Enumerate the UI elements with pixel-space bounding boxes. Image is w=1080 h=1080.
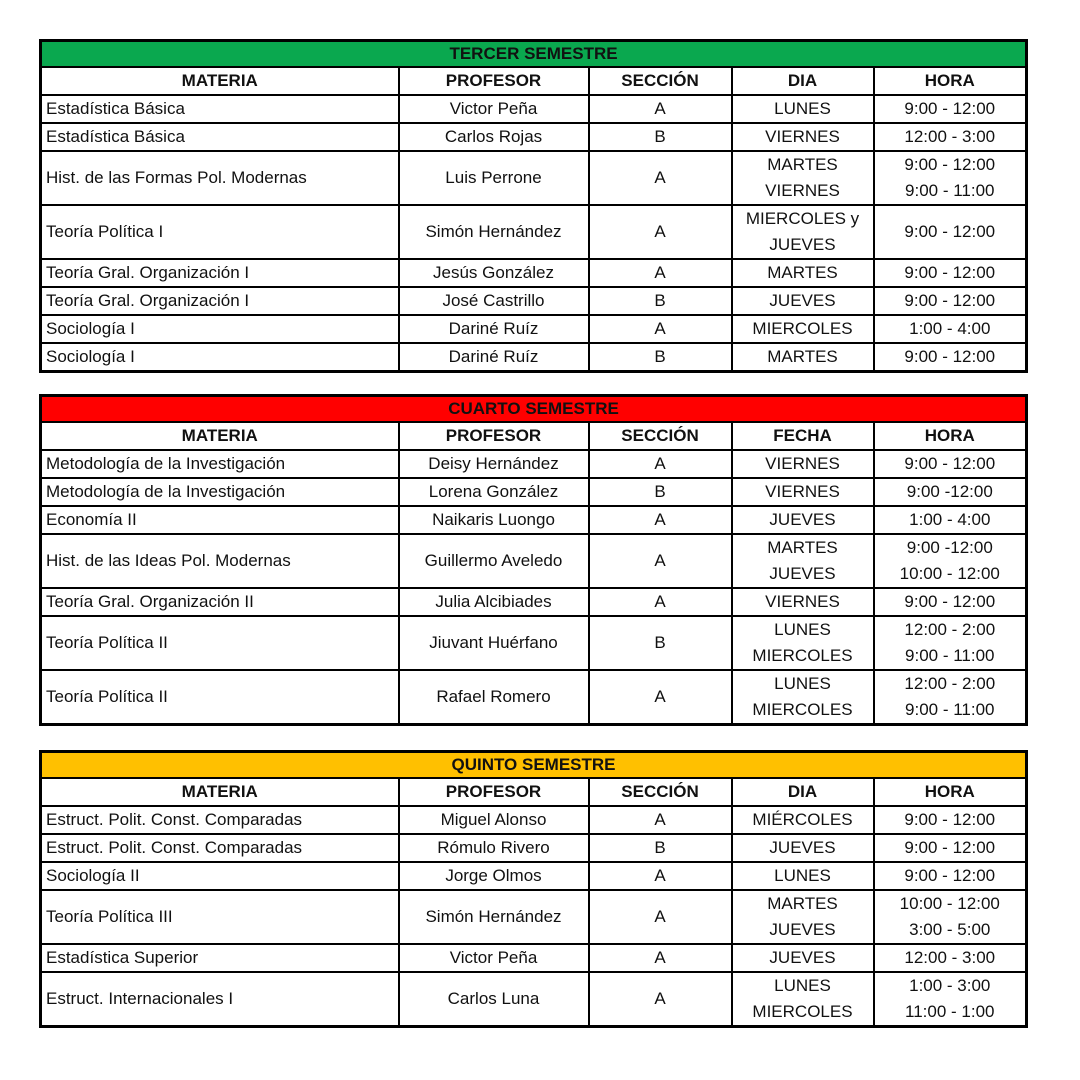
semester-title: TERCER SEMESTRE [41, 41, 1027, 68]
table-row [41, 588, 1027, 616]
materia-cell: Teoría Política II [41, 670, 399, 725]
hora-cell [874, 478, 1027, 506]
semester-title: QUINTO SEMESTRE [41, 752, 1027, 779]
materia-cell: Estadística Básica [41, 95, 399, 123]
hora-cell [874, 151, 1027, 205]
hora-cell [874, 972, 1027, 1027]
dia-cell [732, 862, 874, 890]
materia-cell: Hist. de las Formas Pol. Modernas [41, 151, 399, 205]
hora-line: 12:00 - 3:00 [904, 127, 996, 146]
column-header-dia: FECHA [732, 422, 874, 450]
materia-cell: Teoría Política II [41, 616, 399, 670]
semester-title-row [41, 41, 1027, 68]
dia-line: LUNES [774, 866, 831, 885]
hora-line: 9:00 - 12:00 [904, 592, 996, 611]
seccion-cell: A [589, 506, 732, 534]
hora-cell [874, 806, 1027, 834]
semester-title-row [41, 396, 1027, 423]
column-header-hora: HORA [874, 67, 1027, 95]
table-row [41, 670, 1027, 725]
header-row [41, 778, 1027, 806]
hora-line: 1:00 - 4:00 [909, 510, 991, 529]
materia-cell: Hist. de las Ideas Pol. Modernas [41, 534, 399, 588]
column-header-seccion: SECCIÓN [589, 67, 732, 95]
table-row [41, 616, 1027, 670]
dia-line: MIERCOLES [752, 319, 853, 338]
dia-cell [732, 151, 874, 205]
hora-line: 9:00 - 12:00 [904, 810, 996, 829]
materia-cell: Sociología I [41, 343, 399, 372]
hora-cell [874, 616, 1027, 670]
dia-cell [732, 944, 874, 972]
seccion-cell: B [589, 343, 732, 372]
semester-title-row [41, 752, 1027, 779]
table-row [41, 944, 1027, 972]
seccion-cell: A [589, 259, 732, 287]
hora-cell [874, 259, 1027, 287]
column-header-profesor: PROFESOR [399, 422, 589, 450]
seccion-cell: A [589, 205, 732, 259]
column-header-dia: DIA [732, 778, 874, 806]
profesor-cell: Simón Hernández [399, 890, 589, 944]
dia-line: VIERNES [765, 482, 840, 501]
profesor-cell: Dariné Ruíz [399, 343, 589, 372]
hora-line: 9:00 - 12:00 [904, 291, 996, 310]
seccion-cell: A [589, 944, 732, 972]
profesor-cell: Jesús González [399, 259, 589, 287]
hora-cell [874, 670, 1027, 725]
hora-cell [874, 834, 1027, 862]
dia-line: LUNES [774, 976, 831, 995]
hora-cell [874, 95, 1027, 123]
materia-cell: Teoría Gral. Organización II [41, 588, 399, 616]
dia-cell [732, 287, 874, 315]
dia-line: JUEVES [769, 291, 836, 310]
dia-line: VIERNES [765, 181, 840, 200]
column-header-profesor: PROFESOR [399, 778, 589, 806]
header-row [41, 67, 1027, 95]
profesor-cell: Miguel Alonso [399, 806, 589, 834]
dia-cell [732, 123, 874, 151]
semester-title: CUARTO SEMESTRE [41, 396, 1027, 423]
hora-line: 9:00 - 12:00 [904, 263, 996, 282]
tercer-semestre-table [39, 39, 1028, 373]
cuarto-semestre-table [39, 394, 1028, 726]
profesor-cell: Julia Alcibiades [399, 588, 589, 616]
dia-line: MARTES [767, 155, 838, 174]
materia-cell: Teoría Gral. Organización I [41, 287, 399, 315]
hora-line: 9:00 - 12:00 [904, 347, 996, 366]
table-row [41, 834, 1027, 862]
profesor-cell: Naikaris Luongo [399, 506, 589, 534]
hora-line: 9:00 - 12:00 [904, 866, 996, 885]
dia-cell [732, 670, 874, 725]
dia-line: MIERCOLES [752, 1002, 853, 1021]
column-header-materia: MATERIA [41, 67, 399, 95]
hora-line: 9:00 -12:00 [906, 538, 993, 557]
seccion-cell: A [589, 862, 732, 890]
hora-line: 9:00 - 12:00 [904, 155, 996, 174]
hora-line: 9:00 - 12:00 [904, 454, 996, 473]
materia-cell: Sociología I [41, 315, 399, 343]
dia-line: MIERCOLES [752, 646, 853, 665]
table-row [41, 862, 1027, 890]
dia-line: JUEVES [769, 948, 836, 967]
dia-cell [732, 205, 874, 259]
materia-cell: Teoría Política I [41, 205, 399, 259]
dia-cell [732, 534, 874, 588]
dia-line: MIERCOLES [752, 700, 853, 719]
table-row [41, 259, 1027, 287]
profesor-cell: Deisy Hernández [399, 450, 589, 478]
materia-cell: Economía II [41, 506, 399, 534]
column-header-seccion: SECCIÓN [589, 778, 732, 806]
dia-line: MARTES [767, 263, 838, 282]
hora-line: 1:00 - 3:00 [909, 976, 991, 995]
hora-line: 9:00 - 11:00 [905, 646, 995, 665]
table-row [41, 95, 1027, 123]
table-row [41, 450, 1027, 478]
dia-line: VIERNES [765, 454, 840, 473]
dia-line: VIERNES [765, 127, 840, 146]
dia-cell [732, 616, 874, 670]
profesor-cell: Victor Peña [399, 944, 589, 972]
table-row [41, 806, 1027, 834]
column-header-materia: MATERIA [41, 422, 399, 450]
hora-cell [874, 287, 1027, 315]
column-header-seccion: SECCIÓN [589, 422, 732, 450]
materia-cell: Estruct. Internacionales I [41, 972, 399, 1027]
table-row [41, 890, 1027, 944]
seccion-cell: A [589, 670, 732, 725]
profesor-cell: Carlos Rojas [399, 123, 589, 151]
hora-line: 12:00 - 3:00 [904, 948, 996, 967]
materia-cell: Estruct. Polit. Const. Comparadas [41, 806, 399, 834]
hora-cell [874, 506, 1027, 534]
dia-cell [732, 890, 874, 944]
dia-line: JUEVES [769, 235, 836, 254]
seccion-cell: A [589, 95, 732, 123]
materia-cell: Metodología de la Investigación [41, 450, 399, 478]
seccion-cell: A [589, 972, 732, 1027]
hora-cell [874, 343, 1027, 372]
quinto-semestre-table [39, 750, 1028, 1028]
profesor-cell: Victor Peña [399, 95, 589, 123]
table-row [41, 534, 1027, 588]
header-row [41, 422, 1027, 450]
seccion-cell: A [589, 890, 732, 944]
profesor-cell: José Castrillo [399, 287, 589, 315]
profesor-cell: Jorge Olmos [399, 862, 589, 890]
dia-line: MARTES [767, 538, 838, 557]
dia-line: JUEVES [769, 838, 836, 857]
dia-cell [732, 259, 874, 287]
materia-cell: Estadística Superior [41, 944, 399, 972]
dia-cell [732, 478, 874, 506]
seccion-cell: A [589, 534, 732, 588]
dia-line: VIERNES [765, 592, 840, 611]
dia-cell [732, 315, 874, 343]
seccion-cell: A [589, 588, 732, 616]
hora-cell [874, 862, 1027, 890]
hora-cell [874, 588, 1027, 616]
hora-line: 9:00 - 11:00 [905, 700, 995, 719]
materia-cell: Metodología de la Investigación [41, 478, 399, 506]
seccion-cell: A [589, 151, 732, 205]
dia-line: JUEVES [769, 920, 836, 939]
profesor-cell: Rómulo Rivero [399, 834, 589, 862]
hora-line: 11:00 - 1:00 [905, 1002, 995, 1021]
profesor-cell: Carlos Luna [399, 972, 589, 1027]
dia-cell [732, 806, 874, 834]
seccion-cell: B [589, 478, 732, 506]
table-row [41, 287, 1027, 315]
hora-line: 12:00 - 2:00 [904, 674, 996, 693]
dia-cell [732, 588, 874, 616]
profesor-cell: Simón Hernández [399, 205, 589, 259]
hora-line: 9:00 -12:00 [906, 482, 993, 501]
table-row [41, 315, 1027, 343]
profesor-cell: Lorena González [399, 478, 589, 506]
hora-cell [874, 315, 1027, 343]
dia-line: MARTES [767, 347, 838, 366]
seccion-cell: A [589, 315, 732, 343]
seccion-cell: A [589, 450, 732, 478]
materia-cell: Sociología II [41, 862, 399, 890]
column-header-materia: MATERIA [41, 778, 399, 806]
hora-line: 10:00 - 12:00 [899, 894, 1000, 913]
hora-line: 9:00 - 12:00 [904, 222, 996, 241]
dia-line: LUNES [774, 674, 831, 693]
table-row [41, 343, 1027, 372]
profesor-cell: Guillermo Aveledo [399, 534, 589, 588]
table-row [41, 478, 1027, 506]
dia-cell [732, 95, 874, 123]
seccion-cell: B [589, 616, 732, 670]
hora-cell [874, 450, 1027, 478]
dia-line: MARTES [767, 894, 838, 913]
profesor-cell: Rafael Romero [399, 670, 589, 725]
dia-line: MIÉRCOLES [752, 810, 853, 829]
hora-line: 3:00 - 5:00 [909, 920, 991, 939]
table-row [41, 205, 1027, 259]
dia-cell [732, 450, 874, 478]
column-header-dia: DIA [732, 67, 874, 95]
materia-cell: Teoría Gral. Organización I [41, 259, 399, 287]
seccion-cell: B [589, 834, 732, 862]
hora-cell [874, 534, 1027, 588]
profesor-cell: Dariné Ruíz [399, 315, 589, 343]
seccion-cell: A [589, 806, 732, 834]
materia-cell: Estruct. Polit. Const. Comparadas [41, 834, 399, 862]
materia-cell: Estadística Básica [41, 123, 399, 151]
hora-cell [874, 944, 1027, 972]
dia-line: LUNES [774, 99, 831, 118]
hora-line: 12:00 - 2:00 [904, 620, 996, 639]
dia-line: JUEVES [769, 564, 836, 583]
hora-line: 9:00 - 12:00 [904, 838, 996, 857]
column-header-hora: HORA [874, 422, 1027, 450]
hora-line: 9:00 - 11:00 [905, 181, 995, 200]
materia-cell: Teoría Política III [41, 890, 399, 944]
seccion-cell: B [589, 287, 732, 315]
seccion-cell: B [589, 123, 732, 151]
hora-cell [874, 890, 1027, 944]
column-header-profesor: PROFESOR [399, 67, 589, 95]
table-row [41, 123, 1027, 151]
dia-cell [732, 343, 874, 372]
hora-line: 1:00 - 4:00 [909, 319, 991, 338]
dia-cell [732, 506, 874, 534]
hora-cell [874, 205, 1027, 259]
hora-line: 9:00 - 12:00 [904, 99, 996, 118]
table-row [41, 506, 1027, 534]
dia-line: JUEVES [769, 510, 836, 529]
dia-line: LUNES [774, 620, 831, 639]
dia-cell [732, 834, 874, 862]
column-header-hora: HORA [874, 778, 1027, 806]
hora-line: 10:00 - 12:00 [899, 564, 1000, 583]
table-row [41, 972, 1027, 1027]
table-row [41, 151, 1027, 205]
dia-line: MIERCOLES y [745, 209, 860, 228]
dia-cell [732, 972, 874, 1027]
profesor-cell: Jiuvant Huérfano [399, 616, 589, 670]
hora-cell [874, 123, 1027, 151]
profesor-cell: Luis Perrone [399, 151, 589, 205]
